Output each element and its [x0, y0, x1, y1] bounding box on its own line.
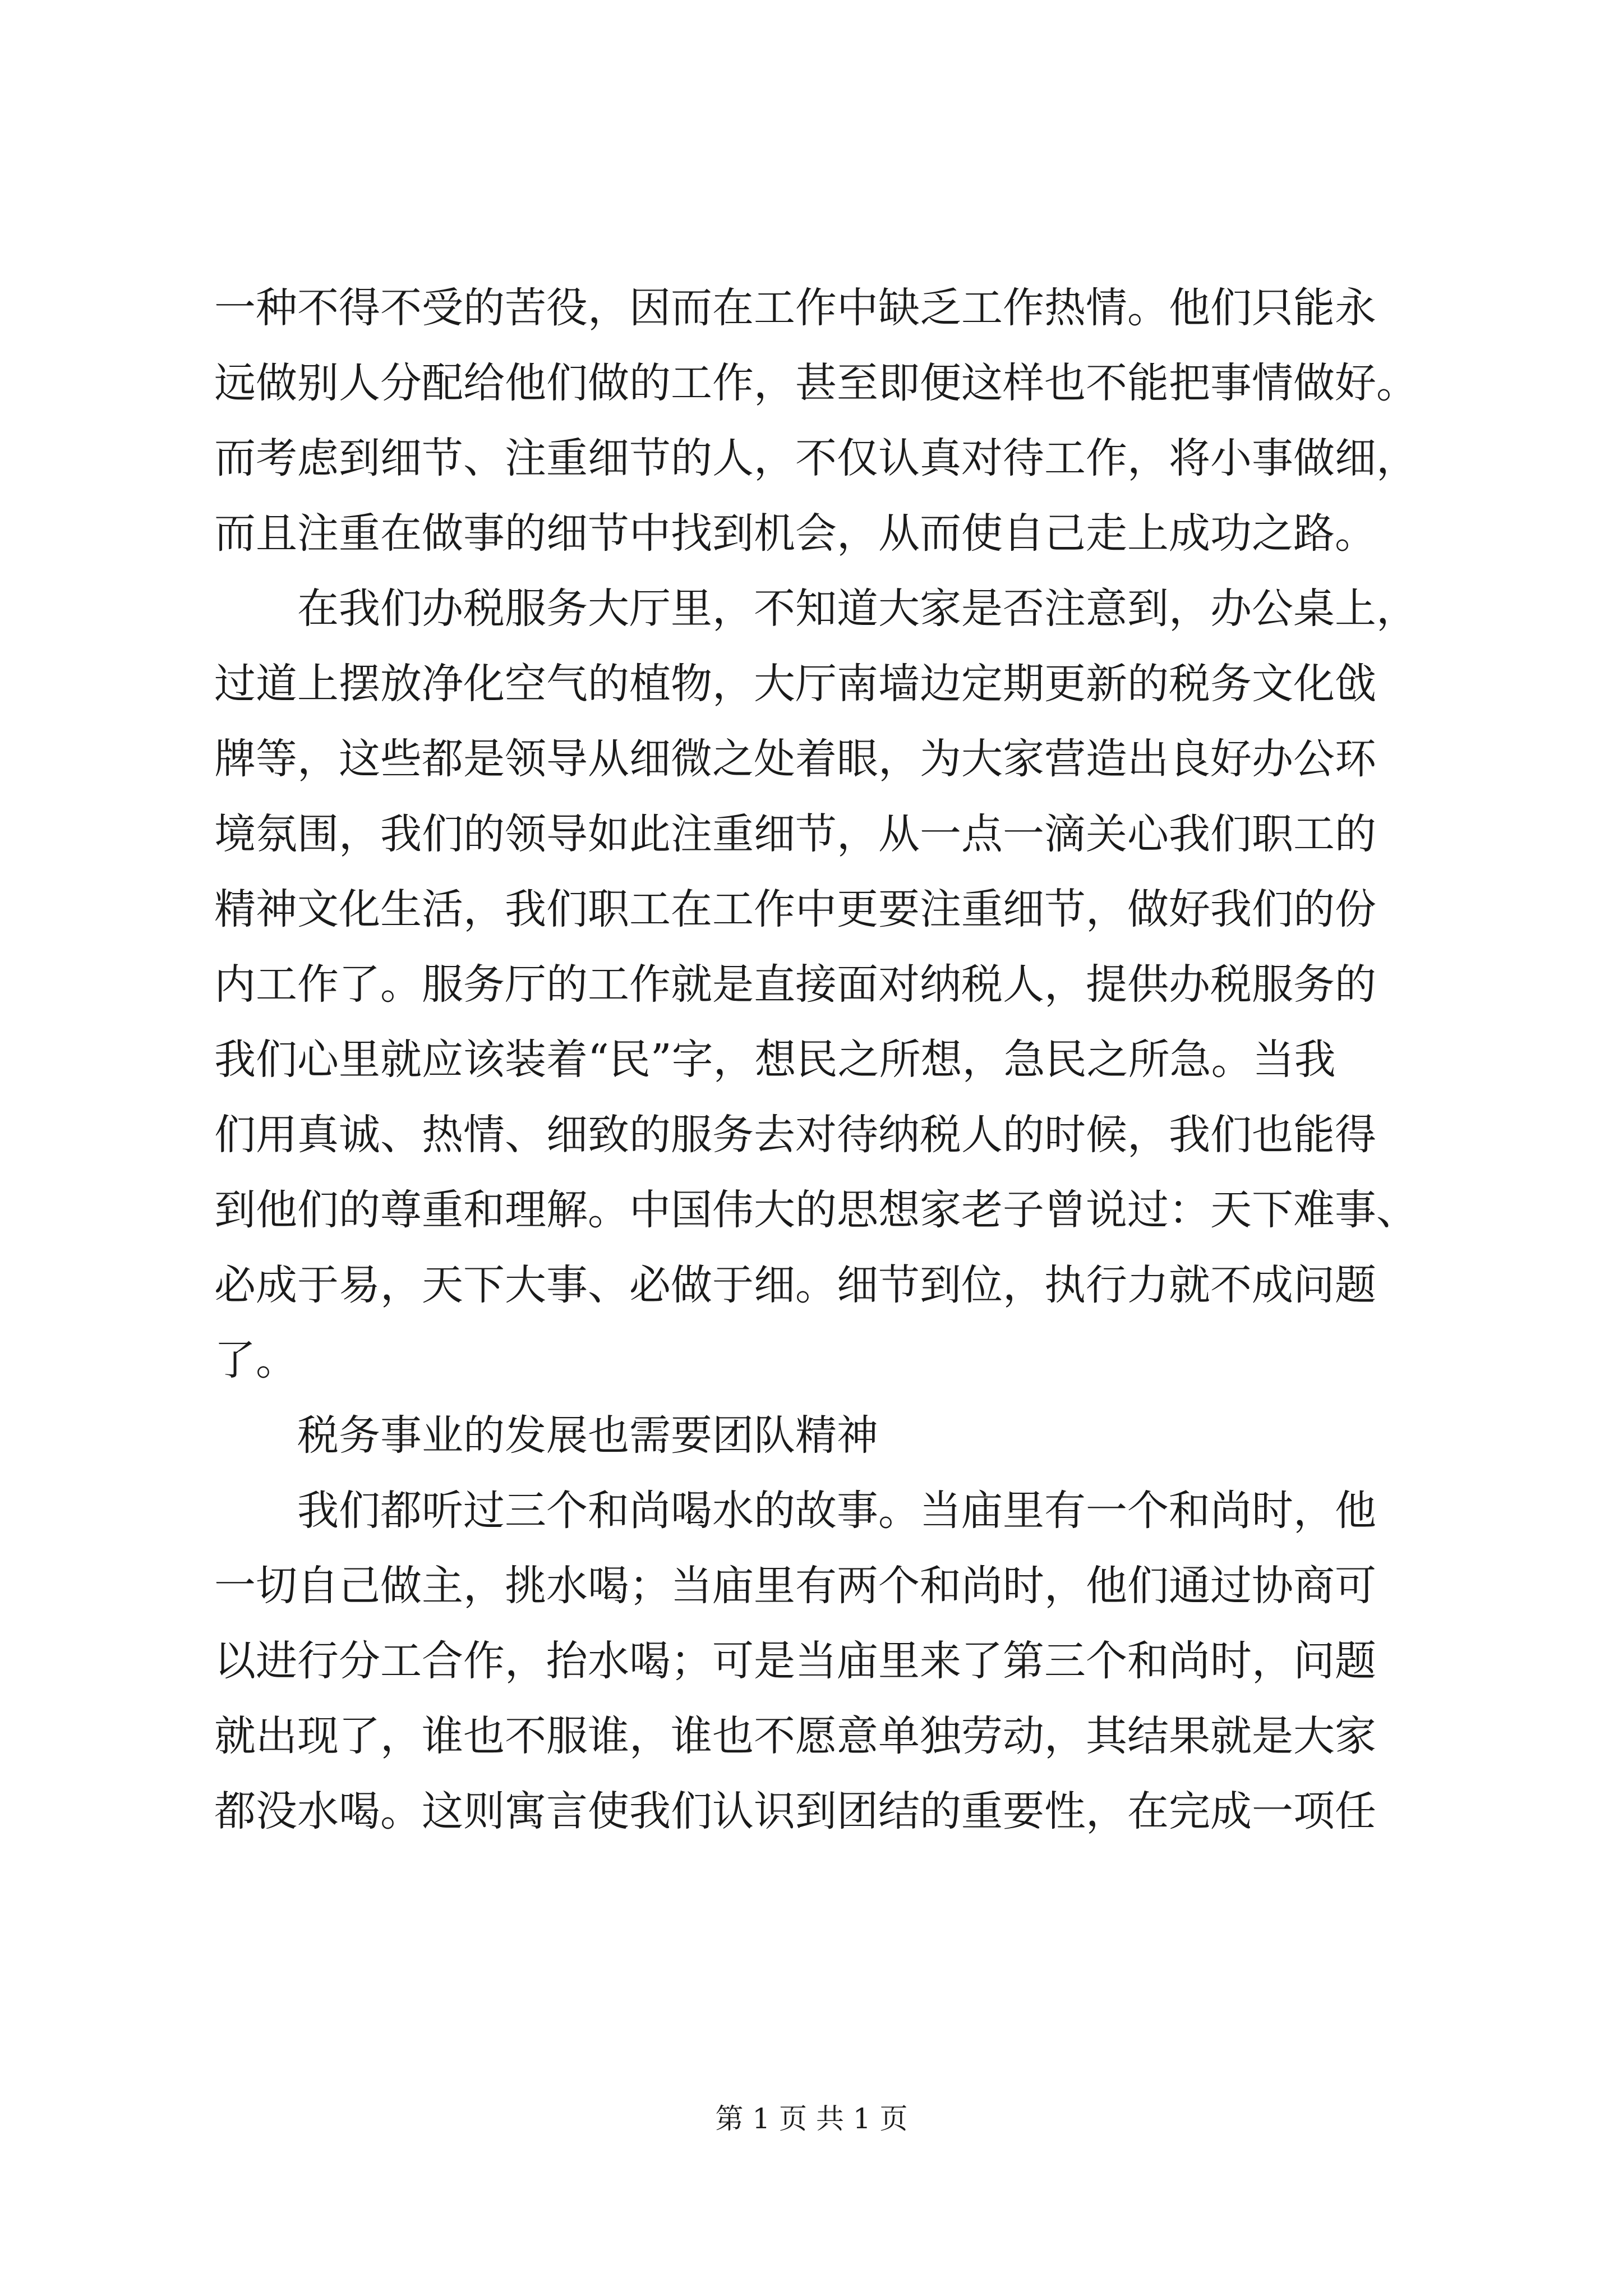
section-heading: 税务事业的发展也需要团队精神: [297, 1411, 878, 1460]
text-line: 必成于易，天下大事、必做于细。细节到位，执行力就不成问题: [214, 1261, 1376, 1309]
page-number: 第 1 页 共 1 页: [715, 2102, 908, 2135]
text-line: 都没水喝。这则寓言使我们认识到团结的重要性，在完成一项任: [214, 1787, 1376, 1835]
text-line: 过道上摆放净化空气的植物，大厅南墙边定期更新的税务文化戗: [214, 660, 1376, 708]
text-line: 精神文化生活，我们职工在工作中更要注重细节，做好我们的份: [214, 885, 1376, 933]
text-line: 远做别人分配给他们做的工作，甚至即便这样也不能把事情做好。: [214, 359, 1418, 407]
paragraph-first-line: 在我们办税服务大厅里，不知道大家是否注意到，办公桌上，: [297, 585, 1418, 633]
paragraph-first-line: 我们都听过三个和尚喝水的故事。当庙里有一个和尚时，他: [297, 1487, 1376, 1535]
text-line: 内工作了。服务厅的工作就是直接面对纳税人，提供办税服务的: [214, 960, 1376, 1009]
text-line: 而考虑到细节、注重细节的人，不仅认真对待工作，将小事做细，: [214, 434, 1418, 482]
text-line: 到他们的尊重和理解。中国伟大的思想家老子曾说过：天下难事、: [214, 1186, 1418, 1234]
text-line: 们用真诚、热情、细致的服务去对待纳税人的时候，我们也能得: [214, 1111, 1376, 1159]
text-line: 一种不得不受的苦役，因而在工作中缺乏工作热情。他们只能永: [214, 284, 1376, 332]
text-line: 以进行分工合作，抬水喝；可是当庙里来了第三个和尚时，问题: [214, 1637, 1376, 1685]
page-footer: [0, 2101, 1623, 2137]
text-line: 了。: [214, 1336, 297, 1384]
text-line: 我们心里就应该装着“民”字，想民之所想，急民之所急。当我: [214, 1036, 1336, 1084]
text-line: 境氛围，我们的领导如此注重细节，从一点一滴关心我们职工的: [214, 810, 1376, 858]
text-line: 而且注重在做事的细节中找到机会，从而使自己走上成功之路。: [214, 509, 1376, 558]
text-line: 就出现了，谁也不服谁，谁也不愿意单独劳动，其结果就是大家: [214, 1712, 1376, 1760]
text-line: 牌等，这些都是领导从细微之处着眼，为大家营造出良好办公环: [214, 735, 1376, 783]
body-text: [214, 270, 1437, 1849]
text-line: 一切自己做主，挑水喝；当庙里有两个和尚时，他们通过协商可: [214, 1562, 1376, 1610]
